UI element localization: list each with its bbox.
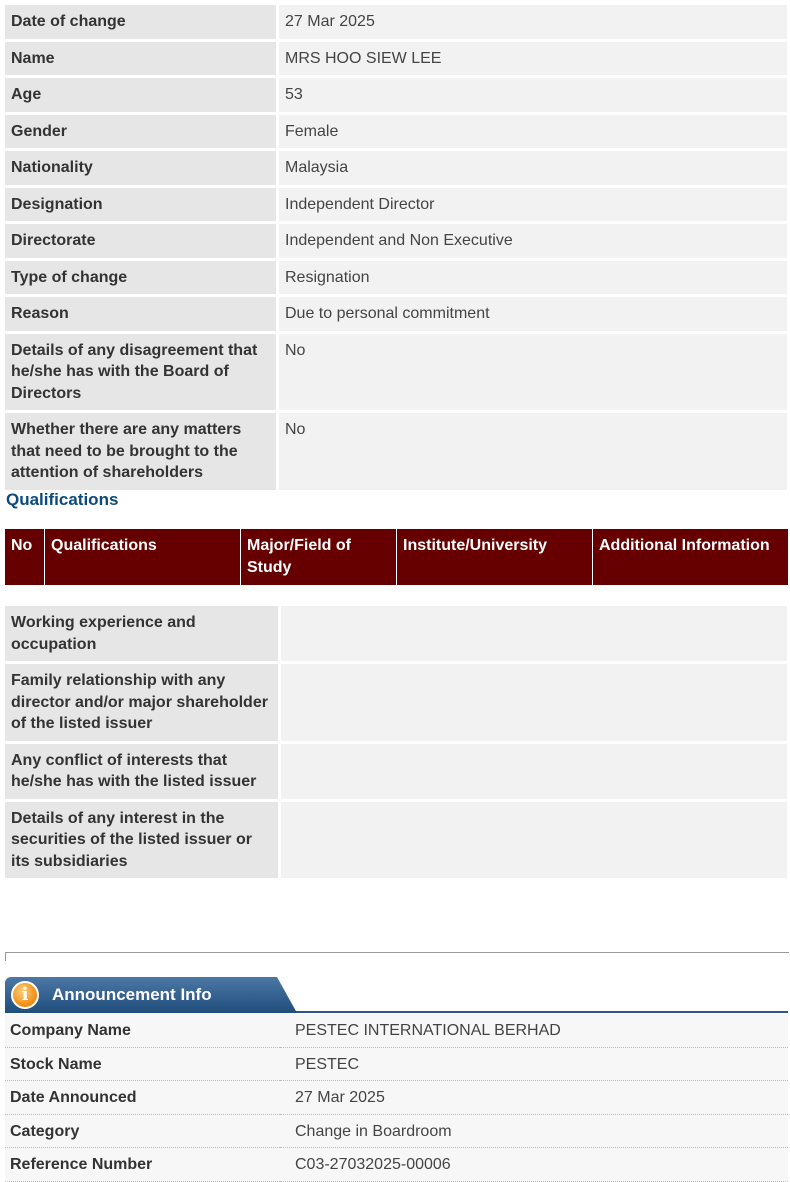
announcement-info-table xyxy=(5,1014,788,1182)
column-header-institute: Institute/University xyxy=(397,529,593,585)
detail-row xyxy=(5,151,787,185)
detail-row xyxy=(5,224,787,258)
detail-label: Reason xyxy=(5,297,279,331)
detail-value: Resignation xyxy=(279,261,787,295)
detail-value xyxy=(281,606,787,661)
detail-value: Due to personal commitment xyxy=(279,297,787,331)
detail-row xyxy=(5,42,787,76)
announcement-info-header xyxy=(5,977,788,1013)
column-header-additional-info: Additional Information xyxy=(593,529,789,585)
detail-label: Nationality xyxy=(5,151,279,185)
detail-label: Details of any disagreement that he/she has with the Board of Directors xyxy=(5,334,279,411)
qualifications-table xyxy=(5,529,788,585)
announcement-row xyxy=(5,1148,788,1182)
detail-label: Date of change xyxy=(5,5,279,39)
column-header-no: No xyxy=(5,529,45,585)
announcement-label: Category xyxy=(5,1114,280,1148)
detail-row xyxy=(5,5,787,39)
detail-value xyxy=(281,802,787,879)
detail-label: Type of change xyxy=(5,261,279,295)
announcement-row xyxy=(5,1114,788,1148)
detail-row xyxy=(5,606,787,661)
detail-label: Details of any interest in the securities of the listed issuer or its subsidiaries xyxy=(5,802,281,879)
detail-row xyxy=(5,297,787,331)
detail-row xyxy=(5,188,787,222)
qualifications-heading: Qualifications xyxy=(6,490,119,509)
detail-label: Family relationship with any director and/or major shareholder of the listed issuer xyxy=(5,664,281,741)
detail-label: Directorate xyxy=(5,224,279,258)
announcement-label: Reference Number xyxy=(5,1148,280,1182)
announcement-info-title: Announcement Info xyxy=(52,985,212,1004)
detail-label: Working experience and occupation xyxy=(5,606,281,661)
detail-value: Female xyxy=(279,115,787,149)
announcement-value: C03-27032025-00006 xyxy=(280,1148,788,1182)
announcement-label: Date Announced xyxy=(5,1081,280,1115)
detail-value: MRS HOO SIEW LEE xyxy=(279,42,787,76)
detail-label: Age xyxy=(5,78,279,112)
detail-label: Any conflict of interests that he/she has with the listed issuer xyxy=(5,744,281,799)
detail-row xyxy=(5,261,787,295)
detail-row xyxy=(5,78,787,112)
detail-row xyxy=(5,334,787,411)
detail-row xyxy=(5,413,787,490)
detail-row xyxy=(5,115,787,149)
detail-row xyxy=(5,664,787,741)
announcement-value: Change in Boardroom xyxy=(280,1114,788,1148)
column-header-qualifications: Qualifications xyxy=(45,529,241,585)
qualifications-header-row xyxy=(5,529,788,585)
detail-value: No xyxy=(279,334,787,411)
detail-value: 27 Mar 2025 xyxy=(279,5,787,39)
detail-value: No xyxy=(279,413,787,490)
announcement-label: Stock Name xyxy=(5,1047,280,1081)
announcement-value: 27 Mar 2025 xyxy=(280,1081,788,1115)
announcement-row xyxy=(5,1014,788,1047)
detail-value: Independent Director xyxy=(279,188,787,222)
detail-value: Malaysia xyxy=(279,151,787,185)
announcement-value: PESTEC xyxy=(280,1047,788,1081)
detail-value: 53 xyxy=(279,78,787,112)
announcement-row xyxy=(5,1081,788,1115)
change-details-table xyxy=(5,2,787,493)
detail-label: Gender xyxy=(5,115,279,149)
info-icon: i xyxy=(11,981,39,1009)
additional-details-table xyxy=(5,603,787,881)
detail-row xyxy=(5,802,787,879)
announcement-row xyxy=(5,1047,788,1081)
column-header-major: Major/Field of Study xyxy=(241,529,397,585)
detail-row xyxy=(5,744,787,799)
detail-label: Whether there are any matters that need to be brought to the attention of shareholders xyxy=(5,413,279,490)
announcement-value: PESTEC INTERNATIONAL BERHAD xyxy=(280,1014,788,1047)
detail-value: Independent and Non Executive xyxy=(279,224,787,258)
section-divider xyxy=(5,952,789,961)
detail-label: Name xyxy=(5,42,279,76)
detail-value xyxy=(281,744,787,799)
announcement-label: Company Name xyxy=(5,1014,280,1047)
detail-label: Designation xyxy=(5,188,279,222)
detail-value xyxy=(281,664,787,741)
